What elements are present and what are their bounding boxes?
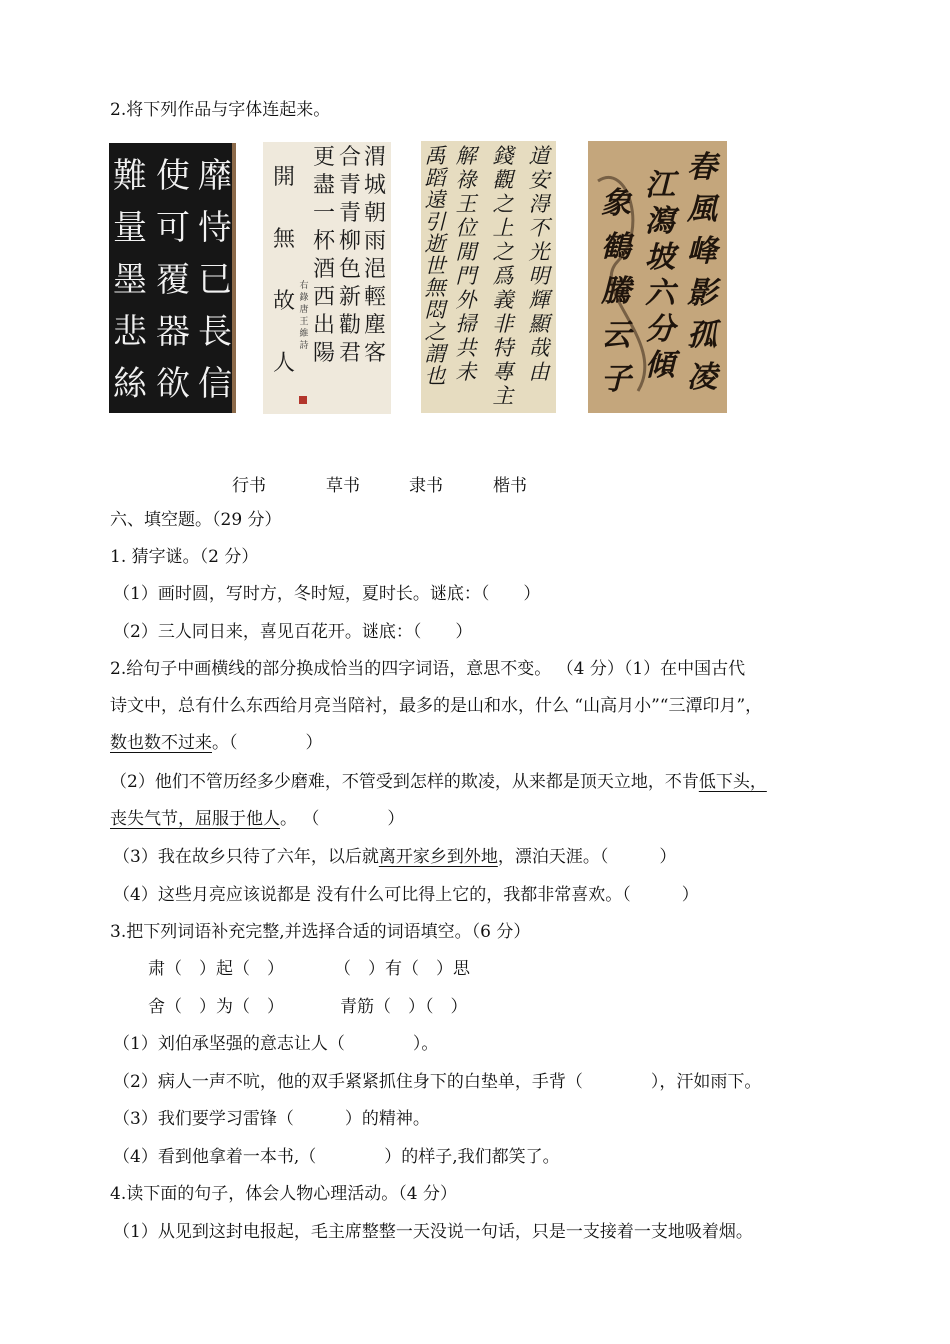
q4-sentence-1: （1）从见到这封电报起，毛主席整整一天没说一句话，只是一支接着一支地吸着烟。 (113, 1222, 753, 1242)
img1-col-2: 使可覆器欲 (156, 156, 190, 404)
section-6-title: 六、填空题。（29 分） (110, 510, 282, 530)
q4-title: 4.读下面的句子，体会人物心理活动。（4 分） (110, 1184, 457, 1204)
q1-item-2: （2）三人同日来，喜见百花开。谜底：（ ） (113, 622, 473, 642)
answer-blank: 。 （ ） (280, 809, 405, 829)
calligraphy-svg-2 (263, 142, 391, 414)
img2-col-3: 合青青柳色新勸君 (338, 145, 362, 366)
img1-col-3: 靡恃已長信 (198, 156, 232, 404)
img3-col-2: 解祿王位閒門外掃共未 (455, 144, 477, 384)
img3-col-4: 道安淂不光明輝顯哉由 (528, 144, 550, 384)
img4-col-1: 象鶴騰云子 (601, 186, 631, 397)
label-clerical[interactable]: 隶书 (409, 476, 443, 496)
q3-word-3: 舍（ ）为（ ） (148, 997, 284, 1017)
q2-line-6 (113, 845, 676, 869)
img4-col-3: 春風峰影孤凌 (687, 150, 717, 395)
img4-col-2: 江瀉坡六分傾 (645, 168, 675, 383)
seal-stamp (299, 396, 307, 404)
label-running[interactable]: 行书 (232, 476, 266, 496)
q3-word-4: 青筋（ ）（ ） (340, 997, 468, 1017)
calligraphy-image-clerical (263, 142, 391, 414)
q1-title: 1. 猜字谜。（2 分） (110, 547, 259, 567)
answer-blank: 。（ ） (212, 733, 323, 753)
img3-col-1: 禹蹈遠引逝世無悶之謂也 (424, 144, 446, 388)
label-cursive[interactable]: 草书 (326, 476, 360, 496)
q2-line-1: 2.给句子中画横线的部分换成恰当的四字词语，意思不变。 （4 分）（1）在中国古代 (110, 659, 746, 679)
q3-sentence-1: （1）刘伯承坚强的意志让人（ ）。 (113, 1034, 439, 1054)
q3-title: 3.把下列词语补充完整,并选择合适的词语填空。（6 分） (110, 922, 531, 942)
calligraphy-image-running (421, 141, 556, 413)
label-regular[interactable]: 楷书 (493, 476, 527, 496)
q2-line-5 (110, 807, 404, 831)
q2-line-3 (110, 731, 323, 755)
q2-line-4-text: （2）他们不管历经多少磨难，不管受到怎样的欺凌，从来都是顶天立地，不肯 (110, 772, 699, 792)
q2-line-7: （4）这些月亮应该说都是 没有什么可比得上它的，我都非常喜欢。（ ） (113, 885, 699, 905)
calligraphy-image-cursive (588, 141, 727, 413)
calligraphy-svg-3 (421, 141, 556, 413)
calligraphy-svg-1 (109, 143, 232, 413)
q3-word-2: （ ）有（ ）思 (334, 959, 470, 979)
q2-line-4 (110, 770, 767, 794)
q2-line-6-tail: ，漂泊天涯。（ ） (497, 847, 677, 867)
underlined-phrase: 数也数不过来 (110, 733, 212, 753)
q3-sentence-4: （4）看到他拿着一本书,（ ）的样子,我们都笑了。 (113, 1147, 560, 1167)
img3-col-3: 錢觀之上之爲義非特專主 (492, 144, 514, 408)
q3-sentence-3: （3）我们要学习雷锋（ ）的精神。 (113, 1109, 430, 1129)
calligraphy-svg-4 (588, 141, 727, 413)
img2-col-4: 渭城朝雨浥輕塵客 (363, 145, 387, 366)
underlined-phrase: 丧失气节，屈服于他人 (110, 809, 280, 829)
q3-word-1: 肃（ ）起（ ） (148, 959, 284, 979)
q3-sentence-2: （2）病人一声不吭，他的双手紧紧抓住身下的白垫单，手背（ ），汗如雨下。 (113, 1072, 762, 1092)
q1-item-1: （1）画时圆，写时方，冬时短，夏时长。谜底：（ ） (113, 584, 541, 604)
img2-col-1: 開無故人 (272, 165, 296, 376)
underlined-phrase: 离开家乡到外地 (378, 847, 498, 867)
question-2-title: 2.将下列作品与字体连起来。 (110, 100, 331, 120)
q2-line-6-text: （3）我在故乡只待了六年，以后就 (113, 847, 379, 867)
img2-signature: 右錄唐王維詩 (299, 281, 309, 351)
img1-col-1: 難量墨悲絲 (113, 156, 147, 404)
img2-col-2: 更盡一杯酒西出陽 (312, 145, 336, 366)
calligraphy-image-regular (109, 143, 236, 413)
q2-line-2: 诗文中，总有什么东西给月亮当陪衬，最多的是山和水，什么 “山高月小”“三潭印月”， (110, 696, 763, 716)
underlined-phrase: 低下头， (698, 772, 767, 792)
